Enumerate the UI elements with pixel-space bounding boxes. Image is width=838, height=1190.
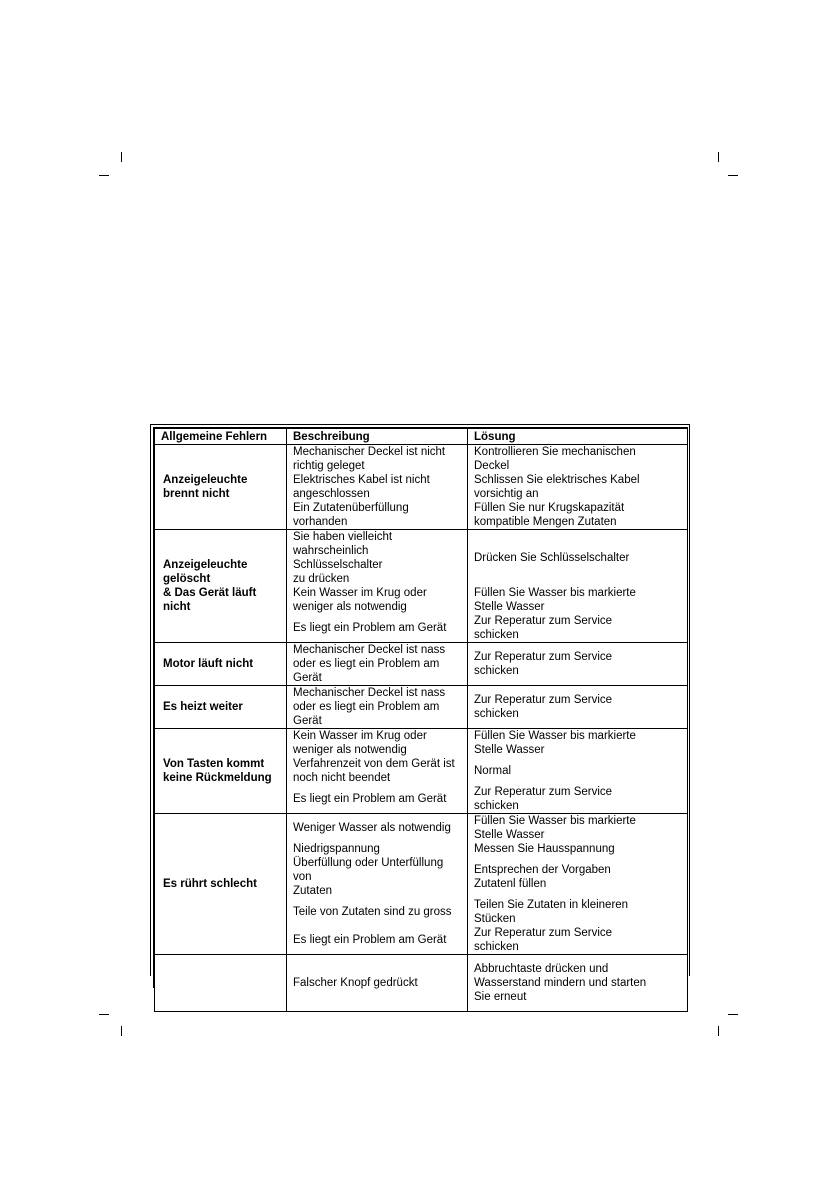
fault-description: Kein Wasser im Krug oder weniger als notwendig (287, 586, 468, 614)
fault-solution: Füllen Sie Wasser bis markierte Stelle Wasser (468, 814, 688, 843)
fault-solution: Zur Reperatur zum Service schicken (468, 785, 688, 814)
fault-category: Anzeigeleuchte gelöscht & Das Gerät läuft nicht (155, 530, 287, 643)
fault-solution: Füllen Sie nur Krugskapazität kompatible Mengen Zutaten (468, 501, 688, 530)
fault-solution: Drücken Sie Schlüsselschalter (468, 530, 688, 587)
fault-solution: Messen Sie Hausspannung (468, 842, 688, 856)
fault-description: Elektrisches Kabel ist nicht angeschlossen (287, 473, 468, 501)
fault-category: Motor läuft nicht (155, 643, 287, 686)
table-row (155, 814, 688, 843)
fault-solution: Füllen Sie Wasser bis markierte Stelle Wasser (468, 729, 688, 758)
fault-category: Es heizt weiter (155, 686, 287, 729)
table-row (155, 686, 688, 729)
fault-description: Verfahrenzeit von dem Gerät ist noch nicht beendet (287, 757, 468, 785)
fault-description: Mechanischer Deckel ist nass oder es liegt ein Problem am Gerät (287, 686, 468, 729)
fault-description: Sie haben vielleicht wahrscheinlich Schlüsselschalter zu drücken (287, 530, 468, 587)
crop-mark (99, 1014, 109, 1015)
crop-mark (718, 152, 719, 162)
fault-solution: Zur Reperatur zum Service schicken (468, 926, 688, 955)
table-row (155, 643, 688, 686)
fault-description: Niedrigspannung (287, 842, 468, 856)
fault-description: Weniger Wasser als notwendig (287, 814, 468, 843)
fault-description: Kein Wasser im Krug oder weniger als notwendig (287, 729, 468, 758)
fault-description: Es liegt ein Problem am Gerät (287, 926, 468, 955)
fault-solution: Schlissen Sie elektrisches Kabel vorsichtig an (468, 473, 688, 501)
crop-mark (121, 1026, 122, 1036)
table-header-row (155, 429, 688, 445)
fault-description: Es liegt ein Problem am Gerät (287, 785, 468, 814)
crop-mark (121, 152, 122, 162)
crop-mark (718, 1026, 719, 1036)
fault-solution: Kontrollieren Sie mechanischen Deckel (468, 445, 688, 474)
fault-table (154, 428, 688, 1012)
troubleshooting-table-frame (150, 424, 690, 1003)
table-row (155, 955, 688, 1012)
header-fault: Allgemeine Fehlern (155, 429, 287, 445)
fault-category: Es rührt schlecht (155, 814, 287, 955)
crop-mark (99, 175, 109, 176)
crop-mark (728, 1014, 738, 1015)
fault-description: Mechanischer Deckel ist nass oder es liegt ein Problem am Gerät (287, 643, 468, 686)
header-description: Beschreibung (287, 429, 468, 445)
table-row (155, 445, 688, 474)
fault-description: Falscher Knopf gedrückt (287, 955, 468, 1012)
crop-mark (728, 175, 738, 176)
fault-category: Von Tasten kommt keine Rückmeldung (155, 729, 287, 814)
fault-solution: Füllen Sie Wasser bis markierte Stelle Wasser (468, 586, 688, 614)
fault-description: Teile von Zutaten sind zu gross (287, 898, 468, 926)
fault-solution: Zur Reperatur zum Service schicken (468, 686, 688, 729)
fault-solution: Teilen Sie Zutaten in kleineren Stücken (468, 898, 688, 926)
troubleshooting-table (153, 427, 688, 1003)
fault-description: Ein Zutatenüberfüllung vorhanden (287, 501, 468, 530)
fault-category (155, 955, 287, 1012)
fault-solution: Entsprechen der Vorgaben Zutatenl füllen (468, 856, 688, 898)
fault-solution: Normal (468, 757, 688, 785)
fault-description: Es liegt ein Problem am Gerät (287, 614, 468, 643)
header-solution: Lösung (468, 429, 688, 445)
fault-description: Überfüllung oder Unterfüllung von Zutaten (287, 856, 468, 898)
fault-description: Mechanischer Deckel ist nicht richtig geleget (287, 445, 468, 474)
table-row (155, 729, 688, 758)
fault-solution: Zur Reperatur zum Service schicken (468, 614, 688, 643)
fault-category: Anzeigeleuchte brennt nicht (155, 445, 287, 530)
fault-solution: Abbruchtaste drücken und Wasserstand mindern und starten Sie erneut (468, 955, 688, 1012)
table-row (155, 530, 688, 587)
fault-solution: Zur Reperatur zum Service schicken (468, 643, 688, 686)
